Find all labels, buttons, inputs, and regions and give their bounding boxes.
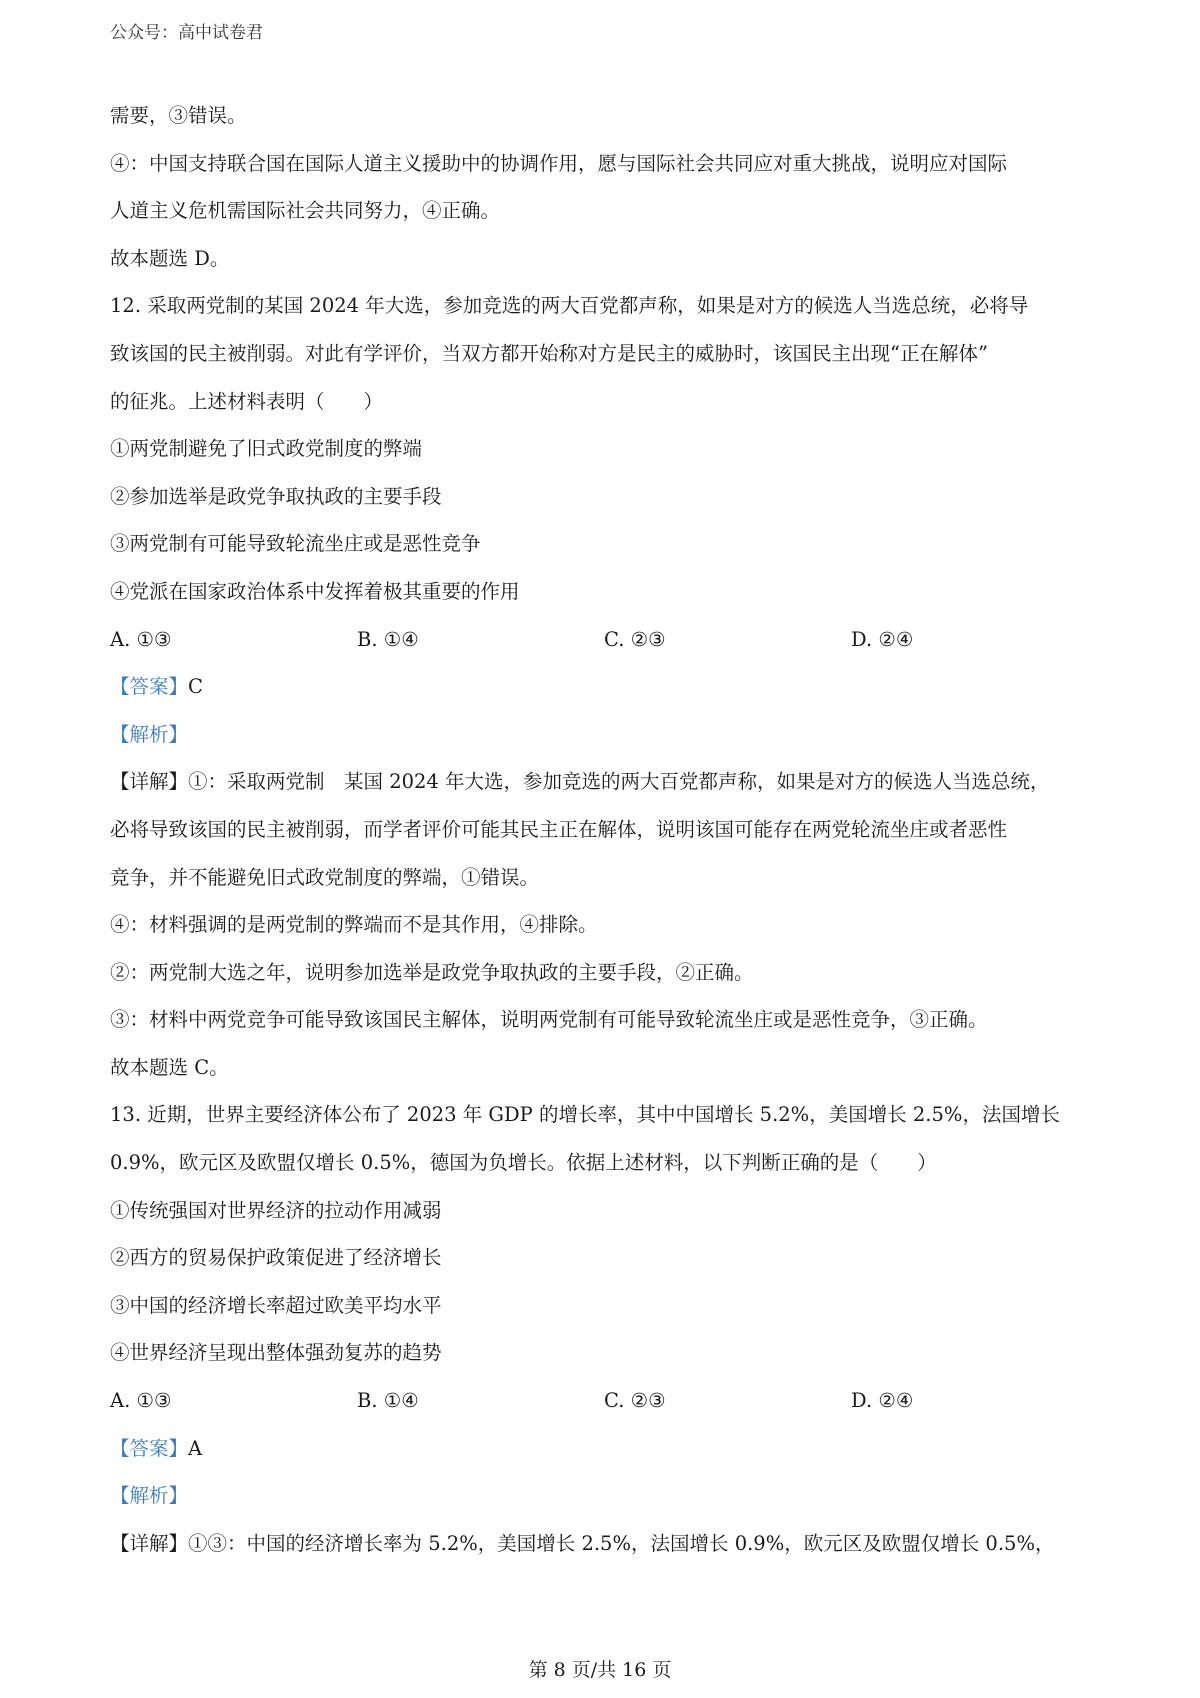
question-12-detail: ②：两党制大选之年，说明参加选举是政党争取执政的主要手段，②正确。	[110, 960, 754, 984]
question-12-stem: 的征兆。上述材料表明（ ）	[110, 389, 384, 413]
option-d: D. ②④	[851, 1389, 914, 1413]
question-12-detail: ④：材料强调的是两党制的弊端而不是其作用，④排除。	[110, 913, 598, 937]
answer-value: A	[188, 1436, 203, 1460]
question-12-detail: ③：材料中两党竞争可能导致该国民主解体，说明两党制有可能导致轮流坐庄或是恶性竞争，③正确。	[110, 1008, 988, 1032]
detail-text: ①：采取两党制 某国 2024 年大选，参加竞选的两大百党都声称，如果是对方的候选人当选总统，	[188, 770, 1050, 794]
question-12-detail	[110, 758, 1100, 806]
question-12-statement: ①两党制避免了旧式政党制度的弊端	[110, 437, 423, 461]
answer-value: C	[188, 675, 203, 699]
text-line: 需要，③错误。	[110, 104, 247, 127]
question-12-statement: ④党派在国家政治体系中发挥着极其重要的作用	[110, 579, 520, 603]
option-c: C. ②③	[604, 1389, 666, 1413]
page-number: 第 8 页/共 16 页	[528, 1659, 672, 1681]
text-line: 人道主义危机需国际社会共同努力，④正确。	[110, 199, 501, 223]
question-13-stem: 0.9%，欧元区及欧盟仅增长 0.5%，德国为负增长。依据上述材料，以下判断正确的是（ ）	[110, 1151, 937, 1175]
question-12-statement: ③两党制有可能导致轮流坐庄或是恶性竞争	[110, 532, 481, 556]
option-c: C. ②③	[604, 627, 666, 651]
option-a: A. ①③	[110, 1389, 172, 1413]
question-12-stem: 12. 采取两党制的某国 2024 年大选，参加竞选的两大百党都声称，如果是对方的候选人当选总统，必将导	[110, 294, 1029, 318]
question-13-stem: 13. 近期，世界主要经济体公布了 2023 年 GDP 的增长率，其中中国增长 5.2%，美国增长 2.5%，法国增长	[110, 1103, 1060, 1127]
text-line: 故本题选 D。	[110, 246, 230, 270]
detail-tag: 【详解】	[110, 770, 189, 794]
question-12-stem: 致该国的民主被削弱。对此有学评价，当双方都开始称对方是民主的威胁时，该国民主出现“正在解体”	[110, 341, 988, 365]
question-13-detail	[110, 1520, 1100, 1568]
question-13-statement: ③中国的经济增长率超过欧美平均水平	[110, 1293, 442, 1317]
answer-tag: 【答案】	[110, 1436, 189, 1460]
option-b: B. ①④	[357, 1389, 419, 1413]
option-a: A. ①③	[110, 627, 172, 651]
question-13-statement: ②西方的贸易保护政策促进了经济增长	[110, 1246, 442, 1270]
page-header: 公众号：高中试卷君	[110, 23, 263, 43]
question-12-answer	[110, 663, 1100, 711]
question-13-options	[110, 1377, 1100, 1425]
text-line: ④：中国支持联合国在国际人道主义援助中的协调作用，愿与国际社会共同应对重大挑战，说明应对国际	[110, 151, 1008, 175]
page-content	[110, 92, 1100, 1567]
option-b: B. ①④	[357, 627, 419, 651]
question-12-detail: 必将导致该国的民主被削弱，而学者评价可能其民主正在解体，说明该国可能存在两党轮流坐庄或者恶性	[110, 817, 1008, 841]
question-13-answer	[110, 1425, 1100, 1473]
option-d: D. ②④	[851, 627, 914, 651]
answer-tag: 【答案】	[110, 675, 189, 699]
analysis-tag: 【解析】	[110, 1484, 189, 1508]
question-13-statement: ④世界经济呈现出整体强劲复苏的趋势	[110, 1341, 442, 1365]
question-12-detail: 竞争，并不能避免旧式政党制度的弊端，①错误。	[110, 865, 540, 889]
detail-tag: 【详解】	[110, 1531, 189, 1555]
analysis-tag: 【解析】	[110, 722, 189, 746]
question-12-detail: 故本题选 C。	[110, 1055, 229, 1079]
question-12-statement: ②参加选举是政党争取执政的主要手段	[110, 484, 442, 508]
question-13-statement: ①传统强国对世界经济的拉动作用减弱	[110, 1198, 442, 1222]
question-12-options	[110, 616, 1100, 664]
detail-text: ①③：中国的经济增长率为 5.2%，美国增长 2.5%，法国增长 0.9%，欧元区及欧盟仅增长 0.5%，	[188, 1531, 1055, 1555]
